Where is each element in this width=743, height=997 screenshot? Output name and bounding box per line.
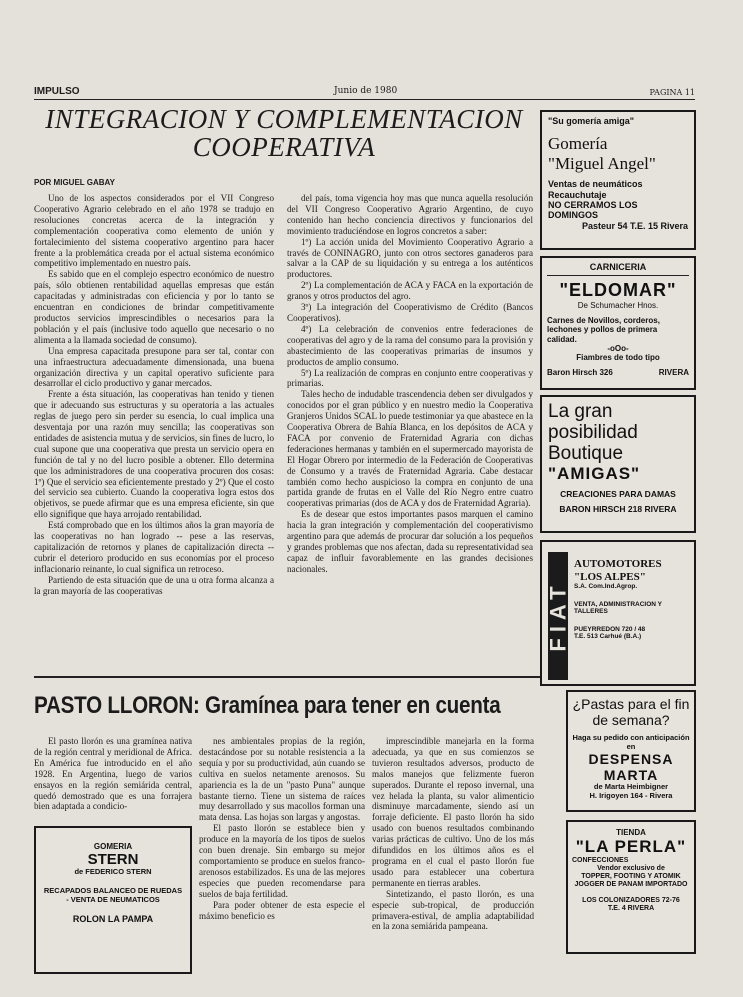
page-header [34,86,695,100]
paragraph: 3º) La integración del Cooperativismo de Crédito (Bancos Cooperativos). [287,302,533,323]
ad-address: LOS COLONIZADORES 72-76 [582,896,680,904]
ad-automotores-los-alpes [540,540,696,686]
ad-tienda-la-perla [566,820,696,954]
paragraph: Es sabido que en el complejo espectro económico de nuestro país, sólo obtienen rentabilidad aquellas empresas que están capacitadas y administradas con eficiencia y por lo tanto se encuentran en condiciones de brindar competitivamente productos servicios imprescindibles o necesarios para la población y el país (inclusive todo aquello que necesario o no alimenta a la llamada sociedad de consumo). [34,269,274,345]
ad-line: TOPPER, FOOTING Y ATOMIK JOGGER DE PANAM IMPORTADO [574,872,688,888]
ad-name-line-1: AUTOMOTORES [574,558,662,570]
ad-city: RIVERA [658,368,689,378]
ad-extra: Fiambres de todo tipo [576,352,660,362]
paragraph: 2º) La complementación de ACA y FACA en la exportación de granos y otros productos del agro. [287,280,533,302]
paragraph: Sintetizando, el pasto llorón, es una especie sub-tropical, de producción primavera-estival, de amplia adaptabilidad en la zona semiárida pampeana. [372,888,534,932]
ad-name-line-2: "Miguel Angel" [548,153,656,173]
paragraph: 4º) La celebración de convenios entre federaciones de cooperativas del agro y de la rama del consumo para la provisión y abastecimiento de las cooperativas primarias de insumos y productos de amplio consumo. [287,323,533,367]
ad-name-line-2: MARTA [603,767,659,784]
paragraph: 1º) La acción unida del Movimiento Cooperativo Agrario a través de CONINAGRO, junto con otros sectores ganaderos para salvar a la CAP de su liquidación y su entrega a los auténticos productores. [287,236,533,280]
paragraph: 5º) La realización de compras en conjunto entre cooperativas y primarias. [287,367,533,389]
ad-services: RECAPADOS BALANCEO DE RUEDAS - VENTA DE NEUMATICOS [43,886,183,904]
ad-boutique-amigas [540,395,696,533]
ad-owner: de Marta Heimbigner [593,782,669,792]
ad-line: Vendor exclusivo de [597,864,665,872]
issue-date: Junio de 1980 [334,86,398,96]
ad-line: Ventas de neumáticos [548,179,643,190]
article2-column-3 [372,736,534,974]
paragraph: Una empresa capacitada presupone para ser tal, contar con una infraestructura adecuadamente dimensionada, una buena organización directiva y un capital operativo suficiente para desarrollar el ciclo productivo y ganar mercados. [34,345,274,389]
title-line-2: COOPERATIVA [192,132,376,162]
ad-gomeria-stern [34,826,192,974]
ad-type: TIENDA [616,828,646,837]
ad-line: Boutique [548,443,624,464]
ad-name-line-1: Gomería [548,134,608,154]
paragraph: Tales hecho de indudable trascendencia deben ser divulgados y conocidos por el gran público y en nuestro medio la Cooperativa Granjeros Unidos SCAL lo puede testimoniar ya que abastece en la Cooperativa Obrera de Bahía Blanca, en los depósitos de ACA y FACA por convenio de Fraternidad Agraria con dichas federaciones hermanas y también en el supermercado mayorista de El Hogar Obrero por intermedio de la Federación de Cooperativas de Consumo y a través de Fraternidad Agraria. Cabe destacar también como hecho auspicioso la compra en conjunto de una partida grande de frutas en el Valle del Río Negro entre cuatro cooperativas primarias (dos de ACA y dos de Fraternidad Agraria). [287,389,533,509]
paragraph: Está comprobado que en los últimos años la gran mayoría de las cooperativas no han logrado -- pese a las reservas, capitalización de retornos y planes de capitalización directa --cubrir el deterioro producido en sus economías por el proceso inflacionario reinante, lo cual significa un retroceso. [34,520,274,574]
paragraph: nes ambientales propias de la región, destacándose por su notable resistencia a la sequía y por su productividad, aún cuando se cultiva en suelos netamente arenosos. Su apariencia es la de un "pasto Puna" aunque bastante tierno. Tiene un sistema de raíces muy desarrollado y sus macollos forman una mata densa. Las hojas son largas y angostas. [199,736,365,823]
article1-column-1 [34,193,274,667]
paragraph: del país, toma vigencia hoy mas que nunca aquella resolución del VII Congreso Cooperativo Agrario Argentino, de cuyo contenido han hecho conciencia directivos y funcionarios del movimiento traduciéndose en logros concretos a saber: [287,193,533,236]
ad-line: posibilidad [548,422,638,443]
fiat-logo-text: FIAT [545,580,571,652]
ad-line: Recauchutaje [548,189,607,200]
page-number: PAGINA 11 [649,88,695,97]
byline: POR MIGUEL GABAY [34,178,115,187]
ad-tagline: CREACIONES PARA DAMAS [560,488,676,499]
ad-name: STERN [87,851,139,869]
ad-name-line-2: "LOS ALPES" [574,570,646,583]
ad-services: VENTA, ADMINISTRACION Y TALLERES [574,600,662,616]
ad-address: ROLON LA PAMPA [72,914,154,925]
ad-phone: T.E. 4 RIVERA [607,904,655,912]
ad-line: NO CERRAMOS LOS DOMINGOS [548,200,638,221]
ad-name: "ELDOMAR" [559,280,677,301]
paragraph: El pasto llorón se establece bien y produce en la mayoría de los tipos de suelos con buen drenaje. Sin embargo su mejor comportamiento se produce en suelos franco-arenosos estabilizados. Es una de las mejores especies que pueden recomendarse para suelos de baja fertilidad. [199,823,365,899]
ad-address: PUEYRREDON 720 / 48 [574,625,646,633]
paragraph: Uno de los aspectos considerados por el VII Congreso Cooperativo Agrario celebrado en el año 1978 se tradujo en resoluciones concretas acerca de la integración y complementación cooperativa como elemento de unión y fortalecimiento del sistema cooperativo argentino para hacer frente a la problemática creada por el actual sistema económico competitivo implementado en nuestro país. [34,193,274,269]
ad-question: ¿Pastas para el fin de semana? [572,696,690,728]
ad-company: S.A. Com.Ind.Agrop. [574,583,638,591]
ad-footer [547,368,689,377]
ad-address: Baron Hirsch 326 [547,368,613,378]
ad-slogan: "Su gomería amiga" [548,116,635,126]
article-title [34,105,534,161]
ad-name: "LA PERLA" [575,837,687,857]
paragraph: Frente a ésta situación, las cooperativas han tenido y tienen que ir adecuando sus estructuras y su operatoria a las actuales reglas de juego pero sin perder su esencia, lo cual implica una desventaja por una razón muy sencilla; las cooperativas son entidades de asistencia mutua y de servicios, sin fines de lucro, lo cual supone que una cooperativa que presta un servicio opera en función de tal y no del lucro posible a obtener. Ello determina que los administradores de una cooperativa procuren dos cosas: 1º) Que el servicio sea eficientemente prestado y 2º) Que el costo del servicio sea cubierto. Cuando la cooperativa logra estos dos objetivos, se puede afirmar que es una empresa eficiente, sin que ello signifique que haya arrojado rentabilidad. [34,389,274,520]
ad-type: CARNICERIA [547,262,689,276]
ad-carniceria-eldomar [540,256,696,390]
ad-line: CONFECCIONES [572,856,629,864]
ad-type: GOMERIA [93,842,133,851]
article2-title: PASTO LLORON: Gramínea para tener en cuenta [34,692,501,719]
ad-gomeria-miguel-angel [540,110,696,250]
fiat-logo [545,552,571,680]
ad-address: H. Irigoyen 164 - Rivera [589,791,673,801]
publication-name: IMPULSO [34,86,80,97]
article1-column-2 [287,193,533,648]
paragraph: Para poder obtener de esta especie el máximo beneficio es [199,899,365,921]
ad-request: Haga su pedido con anticipación en [572,733,690,751]
article2-column-2 [199,736,365,974]
article2-column-1 [34,736,192,826]
ad-owner: de FEDERICO STERN [74,867,152,877]
title-line-1: INTEGRACION Y COMPLEMENTACION [45,104,523,134]
ad-separator: -oOo- [607,343,629,353]
paragraph: El pasto llorón es una gramínea nativa de la región central y meridional de Africa. En América fue introducido en el año 1928. En Argentina, luego de varios ensayos en la región semiárida central, quedó demostrado que es una forrajera bien adaptada a condicio- [34,736,192,812]
ad-despensa-marta [566,690,696,812]
paragraph: imprescindible manejarla en la forma adecuada, ya que en sus comienzos se tuvieron resultados adversos, producto de malos manejos que felizmente fueron superados. Durante el reposo invernal, una vez helada la planta, su valor alimenticio disminuye marcadamente, siendo así un forraje deficiente. El pasto llorón ha sido usado con buenos resultados combinando varias prácticas de cultivo. Uno de los más difundidos en los últimos años es el programa en el cual el pasto llorón fue usado para establecer una cobertura permanente en tierras arables. [372,736,534,888]
ad-address: BARON HIRSCH 218 RIVERA [559,504,677,515]
ad-name-line-1: DESPENSA [588,751,674,768]
ad-name: "AMIGAS" [548,464,641,483]
paragraph: Es de desear que estos importantes pasos marquen el camino hacia la gran integración y complementación del cooperativismo argentino para que además de procurar dar solución a los pequeños y grandes problemas que nos afectan, dada su representatividad sea capaz de influir favorablemente en las grandes decisiones nacionales. [287,509,533,574]
ad-phone: T.E. 513 Carhué (B.A.) [574,633,642,641]
ad-address: Pasteur 54 T.E. 15 Rivera [581,220,688,231]
ad-owner: De Schumacher Hnos. [577,301,659,311]
ad-body [574,558,690,641]
ad-line: La gran [548,401,613,422]
ad-products: Carnes de Novillos, corderos, lechones y pollos de primera calidad. [547,316,660,344]
paragraph: Partiendo de esta situación que de una u otra forma alcanza a la gran mayoría de las cooperativas [34,574,274,596]
